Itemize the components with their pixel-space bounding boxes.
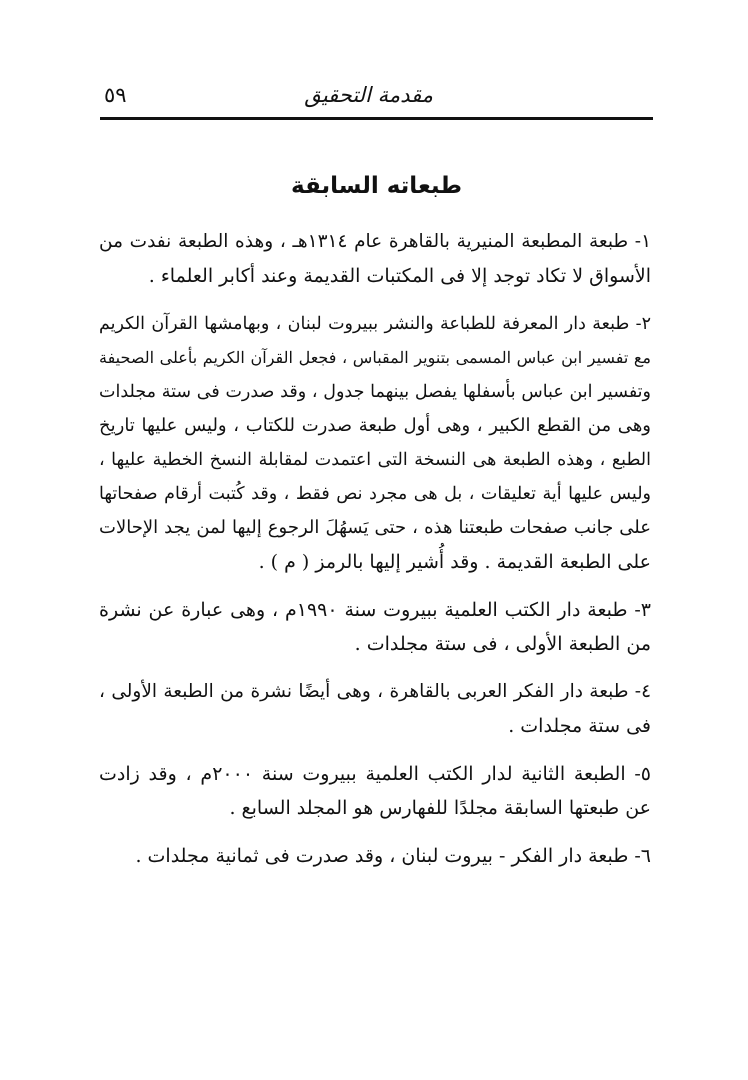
- edition-item-6: [99, 839, 651, 873]
- text-line: مع تفسير ابن عباس المسمى بتنوير المقباس ، فجعل القرآن الكريم بأعلى الصحيفة: [99, 348, 651, 367]
- edition-item-4: [99, 675, 651, 743]
- edition-item-2: [99, 307, 651, 579]
- text-line: ٢- طبعة دار المعرفة للطباعة والنشر ببيروت لبنان ، وبهامشها القرآن الكريم: [99, 314, 651, 334]
- page-number: ٥٩: [104, 83, 127, 107]
- text-line: ٦- طبعة دار الفكر - بيروت لبنان ، وقد صدرت فى ثمانية مجلدات .: [135, 845, 651, 867]
- header-rule: [100, 117, 653, 120]
- edition-item-3: [99, 593, 651, 661]
- text-line: فى ستة مجلدات .: [508, 715, 651, 737]
- running-header-title: مقدمة التحقيق: [304, 83, 433, 107]
- text-line: ١- طبعة المطبعة المنيرية بالقاهرة عام ١٣١٤هـ ، وهذه الطبعة نفدت من: [99, 231, 651, 252]
- text-line: ٣- طبعة دار الكتب العلمية ببيروت سنة ١٩٩٠م ، وهى عبارة عن نشرة: [99, 599, 651, 621]
- text-line: ٥- الطبعة الثانية لدار الكتب العلمية ببيروت سنة ٢٠٠٠م ، وقد زادت: [99, 763, 651, 785]
- edition-item-1: [99, 225, 651, 293]
- running-header: [100, 78, 653, 112]
- text-line: الطبع ، وهذه الطبعة هى النسخة التى اعتمدت لمقابلة النسخ الخطية عليها ،: [99, 450, 651, 470]
- text-line: من الطبعة الأولى ، فى ستة مجلدات .: [354, 633, 651, 655]
- text-line: على الطبعة القديمة . وقد أُشير إليها بالرمز ( م ) .: [258, 551, 651, 573]
- text-line: عن طبعتها السابقة مجلدًا للفهارس هو المجلد السابع .: [229, 797, 651, 819]
- text-line: وليس عليها أية تعليقات ، بل هى مجرد نص فقط ، وقد كُتبت أرقام صفحاتها: [99, 484, 651, 504]
- body-text: [99, 225, 651, 887]
- text-line: ٤- طبعة دار الفكر العربى بالقاهرة ، وهى أيضًا نشرة من الطبعة الأولى ،: [99, 681, 651, 702]
- text-line: وهى من القطع الكبير ، وهى أول طبعة صدرت للكتاب ، وليس عليها تاريخ: [99, 415, 651, 436]
- text-line: الأسواق لا تكاد توجد إلا فى المكتبات القديمة وعند أكابر العلماء .: [148, 265, 651, 287]
- text-line: على جانب صفحات طبعتنا هذه ، حتى يَسهُلَ الرجوع إليها لمن يجد الإحالات: [99, 517, 651, 538]
- text-line: وتفسير ابن عباس بأسفلها يفصل بينهما جدول ، وقد صدرت فى ستة مجلدات: [99, 382, 651, 402]
- section-heading: طبعاته السابقة: [291, 173, 462, 199]
- edition-item-5: [99, 757, 651, 825]
